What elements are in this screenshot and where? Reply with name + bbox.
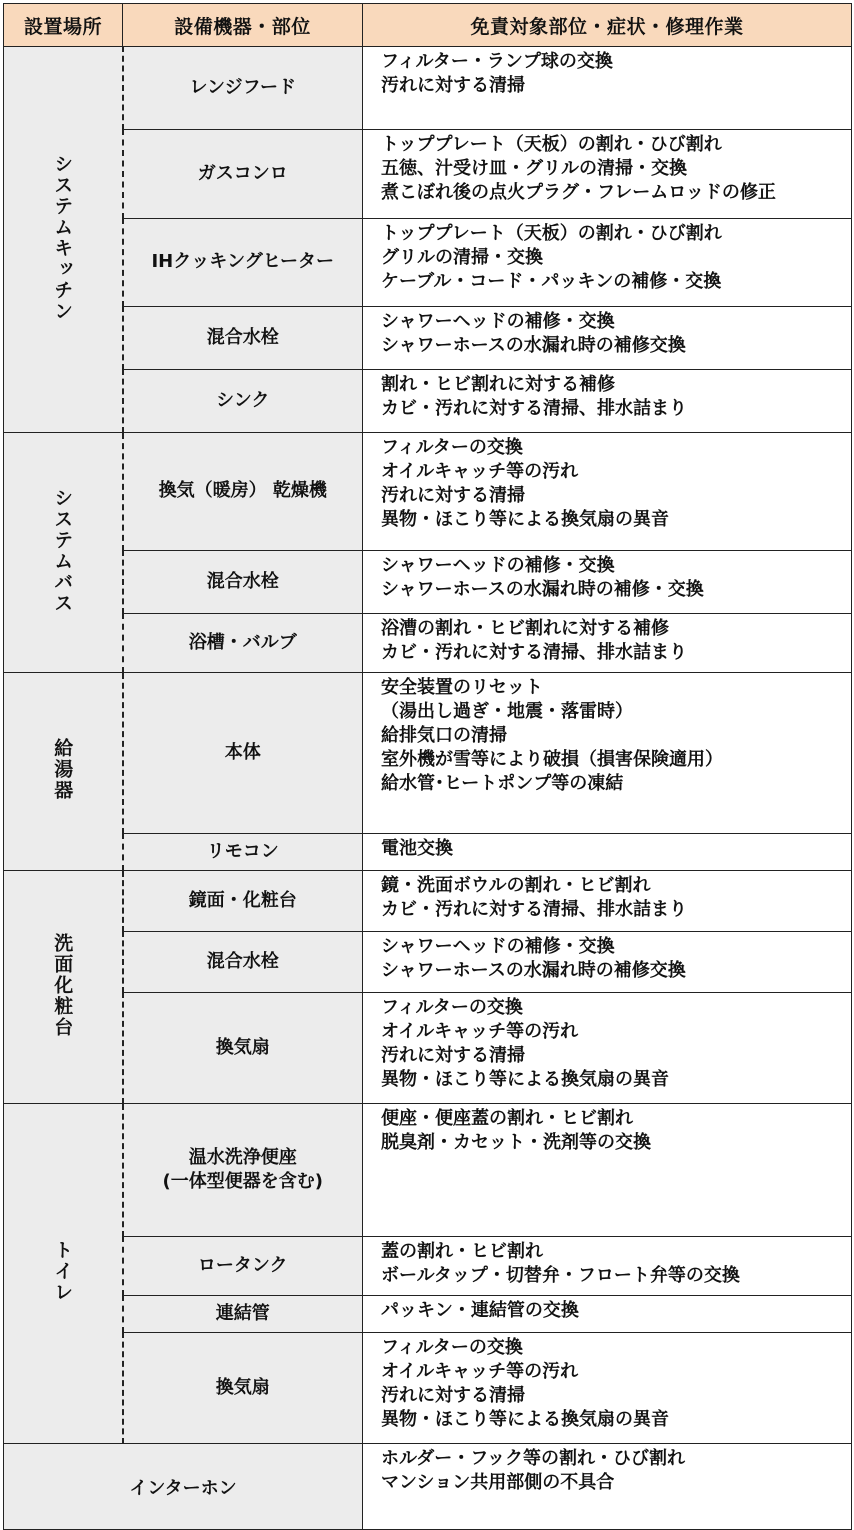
text-line: IHクッキングヒーター — [151, 251, 334, 273]
text-line: 混合水栓 — [206, 950, 279, 972]
text-line: ガスコンロ — [197, 162, 288, 184]
equipment-cell — [123, 1237, 363, 1296]
text-line: シャワーホースの水漏れ時の補修交換 — [381, 960, 686, 981]
items-cell — [363, 1104, 852, 1237]
items-cell — [363, 433, 852, 551]
exemption-table — [3, 3, 852, 1530]
items-cell — [363, 614, 852, 673]
equipment-cell — [123, 614, 363, 673]
equipment-cell — [123, 130, 363, 219]
text-line: 混合水栓 — [206, 326, 279, 348]
text-line: ボールタップ・切替弁・フロート弁等の交換 — [381, 1265, 740, 1286]
equipment-cell — [123, 932, 363, 993]
location-label: 洗面化粧台 — [51, 932, 74, 1038]
text-line: 汚れに対する清掃 — [381, 1045, 525, 1066]
table-row — [4, 1237, 852, 1296]
text-line: 脱臭剤・カセット・洗剤等の交換 — [381, 1132, 651, 1153]
text-line: 換気（暖房） 乾燥機 — [158, 480, 327, 502]
text-line: ホルダー・フック等の割れ・ひび割れ — [381, 1448, 686, 1469]
items-cell — [363, 871, 852, 932]
text-line: 汚れに対する清掃 — [381, 485, 525, 506]
items-cell — [363, 1237, 852, 1296]
table-row — [4, 1104, 852, 1237]
table-row — [4, 1444, 852, 1530]
text-line: マンション共用部側の不具合 — [381, 1472, 615, 1493]
text-line: 安全装置のリセット — [381, 677, 543, 698]
equipment-cell — [123, 834, 363, 871]
table-row — [4, 433, 852, 551]
table-row — [4, 551, 852, 614]
items-cell — [363, 673, 852, 834]
text-line: 蓋の割れ・ヒビ割れ — [381, 1241, 543, 1262]
location-cell — [4, 673, 123, 871]
header-location: 設置場所 — [4, 4, 123, 47]
text-line: 電池交換 — [381, 838, 453, 859]
text-line: 鏡面・化粧台 — [188, 889, 297, 911]
text-line: 室外機が雪等により破損（損害保険適用） — [381, 749, 723, 770]
text-line: シャワーヘッドの補修・交換 — [381, 555, 615, 576]
text-line: 異物・ほこり等による換気扇の異音 — [381, 1069, 669, 1090]
text-line: (一体型便器を含む) — [162, 1171, 323, 1192]
equipment-cell — [123, 307, 363, 370]
text-line: カビ・汚れに対する清掃、排水詰まり — [381, 398, 687, 419]
text-line: フィルターの交換 — [381, 997, 523, 1018]
text-line: 給排気口の清掃 — [381, 725, 507, 746]
text-line: リモコン — [206, 840, 279, 862]
equipment-cell — [123, 1296, 363, 1333]
location-label: 給湯器 — [51, 738, 74, 801]
text-line: カビ・汚れに対する清掃、排水詰まり — [381, 899, 687, 920]
equipment-cell — [123, 433, 363, 551]
location-cell — [4, 47, 123, 433]
items-cell — [363, 1296, 852, 1333]
text-line: 異物・ほこり等による換気扇の異音 — [381, 509, 669, 530]
items-cell — [363, 47, 852, 130]
table-row — [4, 370, 852, 433]
table-row — [4, 993, 852, 1104]
text-line: グリルの清掃・交換 — [381, 247, 543, 268]
text-line: 連結管 — [215, 1302, 270, 1324]
location-label: トイレ — [51, 1240, 74, 1303]
items-cell — [363, 370, 852, 433]
text-line: 換気扇 — [215, 1376, 270, 1398]
items-cell — [363, 1444, 852, 1530]
text-line: ケーブル・コード・パッキンの補修・交換 — [381, 271, 722, 292]
table-row — [4, 673, 852, 834]
text-line: （湯出し過ぎ・地震・落雷時） — [381, 701, 633, 722]
table-row — [4, 1296, 852, 1333]
equipment-cell — [123, 673, 363, 834]
table-row — [4, 130, 852, 219]
text-line: 異物・ほこり等による換気扇の異音 — [381, 1409, 669, 1430]
text-line: シャワーホースの水漏れ時の補修・交換 — [381, 579, 704, 600]
intercom-label: インターホン — [4, 1444, 363, 1530]
text-line: 汚れに対する清掃 — [381, 1385, 525, 1406]
text-line: トッププレート（天板）の割れ・ひび割れ — [381, 223, 722, 244]
table-row — [4, 871, 852, 932]
equipment-cell — [123, 370, 363, 433]
text-line: シャワーホースの水漏れ時の補修交換 — [381, 335, 686, 356]
text-line: 五徳、汁受け皿・グリルの清掃・交換 — [381, 158, 687, 179]
items-cell — [363, 551, 852, 614]
text-line: トッププレート（天板）の割れ・ひび割れ — [381, 134, 722, 155]
location-label: システムキッチン — [51, 153, 74, 322]
location-cell — [4, 1104, 123, 1444]
text-line: ロータンク — [197, 1254, 288, 1276]
text-line: 汚れに対する清掃 — [381, 75, 525, 96]
equipment-cell — [123, 871, 363, 932]
text-line: 温水洗浄便座 — [188, 1146, 297, 1168]
text-line: オイルキャッチ等の汚れ — [381, 1361, 579, 1382]
text-line: シンク — [216, 389, 270, 411]
items-cell — [363, 993, 852, 1104]
items-cell — [363, 219, 852, 307]
items-cell — [363, 307, 852, 370]
header-equipment: 設備機器・部位 — [123, 4, 363, 47]
text-line: 煮こぼれ後の点火プラグ・フレームロッドの修正 — [381, 182, 776, 203]
text-line: 浴槽・バルブ — [188, 631, 297, 653]
table-row — [4, 47, 852, 130]
text-line: シャワーヘッドの補修・交換 — [381, 936, 615, 957]
table-row — [4, 932, 852, 993]
equipment-cell — [123, 1333, 363, 1444]
text-line: カビ・汚れに対する清掃、排水詰まり — [381, 642, 687, 663]
items-cell — [363, 1333, 852, 1444]
items-cell — [363, 130, 852, 219]
text-line: 混合水栓 — [206, 570, 279, 592]
location-cell — [4, 871, 123, 1104]
equipment-cell — [123, 47, 363, 130]
items-cell — [363, 932, 852, 993]
items-cell — [363, 834, 852, 871]
header-items: 免責対象部位・症状・修理作業 — [363, 4, 852, 47]
table-row — [4, 834, 852, 871]
location-label: システムバス — [51, 487, 74, 614]
text-line: 本体 — [224, 741, 261, 763]
equipment-cell — [123, 993, 363, 1104]
table-row — [4, 307, 852, 370]
table-row — [4, 1333, 852, 1444]
text-line: 割れ・ヒビ割れに対する補修 — [381, 374, 615, 395]
text-line: 浴漕の割れ・ヒビ割れに対する補修 — [381, 618, 669, 639]
text-line: オイルキャッチ等の汚れ — [381, 461, 579, 482]
text-line: シャワーヘッドの補修・交換 — [381, 311, 615, 332]
text-line: フィルター・ランプ球の交換 — [381, 51, 613, 72]
table-row — [4, 614, 852, 673]
table-row — [4, 219, 852, 307]
text-line: 鏡・洗面ボウルの割れ・ヒビ割れ — [381, 875, 651, 896]
text-line: 便座・便座蓋の割れ・ヒビ割れ — [381, 1108, 633, 1129]
text-line: パッキン・連結管の交換 — [381, 1300, 579, 1321]
text-line: オイルキャッチ等の汚れ — [381, 1021, 579, 1042]
header-row — [4, 4, 852, 47]
text-line: レンジフード — [189, 76, 297, 98]
text-line: フィルターの交換 — [381, 1337, 523, 1358]
text-line: フィルターの交換 — [381, 437, 523, 458]
equipment-cell — [123, 1104, 363, 1237]
equipment-cell — [123, 219, 363, 307]
text-line: 換気扇 — [215, 1036, 270, 1058]
equipment-cell — [123, 551, 363, 614]
location-cell — [4, 433, 123, 673]
text-line: 給水管･ヒートポンプ等の凍結 — [381, 773, 624, 794]
